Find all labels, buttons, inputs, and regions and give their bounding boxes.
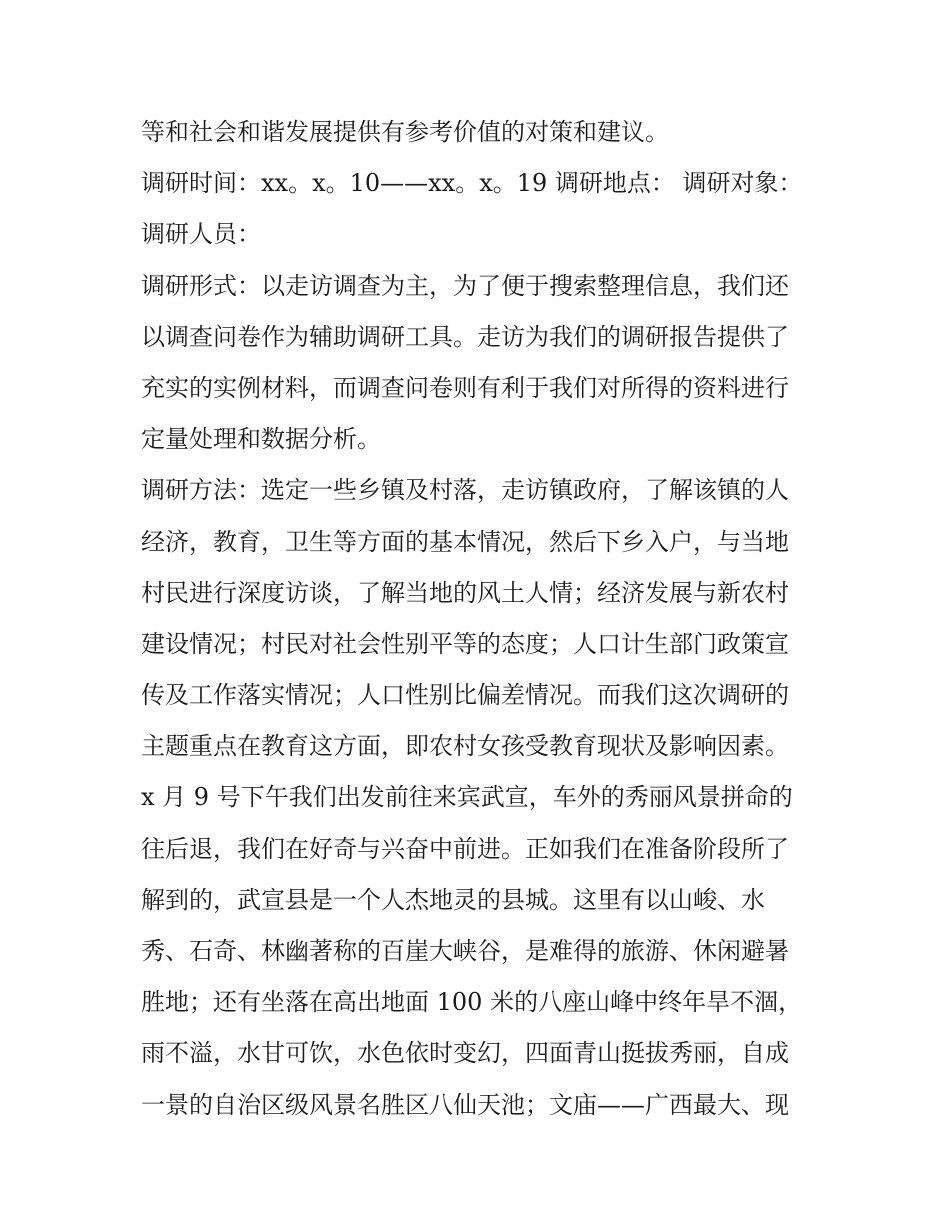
text-line: 主题重点在教育这方面，即农村女孩受教育现状及影响因素。: [141, 732, 789, 761]
text-line: 经济，教育，卫生等方面的基本情况，然后下乡入户，与当地: [141, 527, 789, 556]
text-line: 建设情况；村民对社会性别平等的态度；人口计生部门政策宣: [141, 629, 789, 658]
text-line: 等和社会和谐发展提供有参考价值的对策和建议。: [141, 118, 669, 146]
text-line: 以调查问卷作为辅助调研工具。走访为我们的调研报告提供了: [141, 322, 789, 351]
body-text: [141, 107, 821, 1131]
text-line: 调研人员：: [141, 220, 261, 249]
text-line: 定量处理和数据分析。: [141, 425, 381, 454]
text-line: 雨不溢，水甘可饮，水色依时变幻，四面青山挺拔秀丽，自成: [141, 1039, 789, 1068]
text-line: 调研方法：选定一些乡镇及村落，走访镇政府，了解该镇的人: [141, 476, 789, 505]
text-line: 传及工作落实情况；人口性别比偏差情况。而我们这次调研的: [141, 681, 789, 710]
text-line: 调研时间：xx。x。10——xx。x。19 调研地点： 调研对象：: [141, 169, 803, 198]
text-line: 充实的实例材料，而调查问卷则有利于我们对所得的资料进行: [141, 373, 789, 402]
text-line: 往后退，我们在好奇与兴奋中前进。正如我们在准备阶段所了: [141, 834, 789, 863]
text-line: 村民进行深度访谈，了解当地的风土人情；经济发展与新农村: [141, 578, 789, 607]
text-line: 解到的，武宣县是一个人杰地灵的县城。这里有以山峻、水: [141, 885, 765, 914]
text-line: 胜地；还有坐落在高出地面 100 米的八座山峰中终年旱不涸，: [141, 988, 803, 1017]
text-line: 一景的自治区级风景名胜区八仙天池；文庙——广西最大、现: [141, 1090, 789, 1119]
text-line: 调研形式：以走访调查为主，为了便于搜索整理信息，我们还: [141, 271, 789, 300]
text-line: 秀、石奇、林幽著称的百崖大峡谷，是难得的旅游、休闲避暑: [141, 937, 789, 965]
text-line: x 月 9 号下午我们出发前往来宾武宣，车外的秀丽风景拼命的: [141, 783, 793, 812]
